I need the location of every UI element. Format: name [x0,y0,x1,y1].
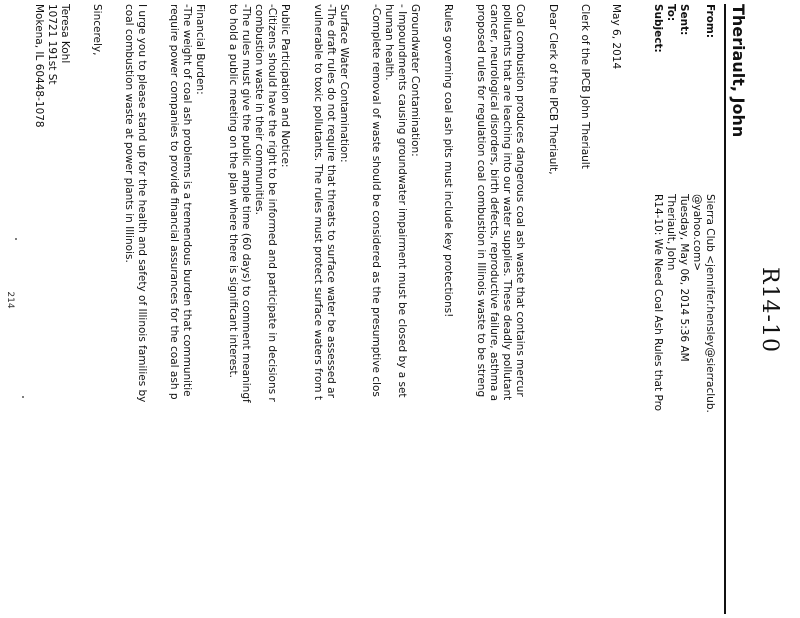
body-line: -Complete removal of waste should be considered as the presumptive clos [370,4,382,397]
section-heading: Surface Water Contamination: [338,4,350,163]
body-line: -The draft rules do not require that threats to surface water be assessed ar [325,4,337,398]
header-label: Subject: [652,4,664,53]
section-heading: Public Participation and Notice: [279,4,291,168]
header-rule [724,4,726,614]
header-row-from-cont [690,4,703,614]
body-line: -The weight of coal ash problems is a tremendous burden that communitie [181,4,193,397]
body-line: - Impoundments causing groundwater impairment must be closed by a set [396,4,408,398]
header-value: Sierra Club <jennifer.hensley@sierraclub. [704,194,716,413]
scan-speck [15,238,17,240]
header-label: Sent: [678,4,690,36]
header-value: Theriault, John [665,194,677,271]
page-number: 214 [5,291,15,309]
closing-request: I urge you to please stand up for the health and safety of Illinois families by [136,4,148,403]
header-row-subject [651,4,664,614]
salutation: Dear Clerk of the IPCB Theriault, [547,4,559,175]
section-heading: Groundwater Contamination: [409,4,421,157]
header-value: @yahoo.com> [691,194,703,272]
body-line: -The rules must give the public ample time (60 days) to comment meaningf [240,4,252,403]
body-line: human health. [383,4,395,81]
header-label: From: [704,4,716,39]
body-line: combustion waste in their communities. [253,4,265,215]
letter-date: May 6, 2014 [610,4,622,70]
sender-name: Theriault, John [729,4,748,138]
body-line: Rules governing coal ash pits must include key protections! [442,4,454,318]
document-number: R14-10 [757,267,782,353]
header-value: Tuesday, May 06, 2014 5:36 AM [678,194,690,362]
header-label: To: [665,4,677,22]
scan-speck [22,396,24,398]
section-heading: Financial Burden: [194,4,206,95]
header-row-to [664,4,677,614]
body-line: -Citizens should have the right to be informed and participate in decisions r [266,4,278,402]
signer-city: Mokena, IL 60448-1078 [33,4,45,128]
header-row-from [703,4,716,614]
header-row-sent [677,4,690,614]
body-line: cancer, neurological disorders, birth defects, reproductive failure, asthma a [488,4,500,402]
body-line: Coal combustion produces dangerous coal ash waste that contains mercur [514,4,526,397]
header-value: R14-10: We Need Coal Ash Rules that Pro [652,194,664,412]
body-line: require power companies to provide financial assurances for the coal ash p [168,4,180,400]
body-line: pollutants that are leaching into our water supplies. These deadly pollutant [501,4,513,401]
body-line: vulnerable to toxic pollutants. The rules must protect surface waters from t [312,4,324,400]
body-line: proposed rules for regulation coal combustion in Illinois waste to be streng [475,4,487,398]
signer-name: Teresa Kohl [59,4,71,64]
sign-off: Sincerely, [91,4,103,56]
closing-request: coal combustion waste at power plants in Illinois. [123,4,135,263]
signer-street: 10721 191st St [46,4,58,85]
body-line: to hold a public meeting on the plan where there is significant interest. [227,4,239,379]
recipient-line: Clerk of the IPCB John Theriault [579,4,591,169]
